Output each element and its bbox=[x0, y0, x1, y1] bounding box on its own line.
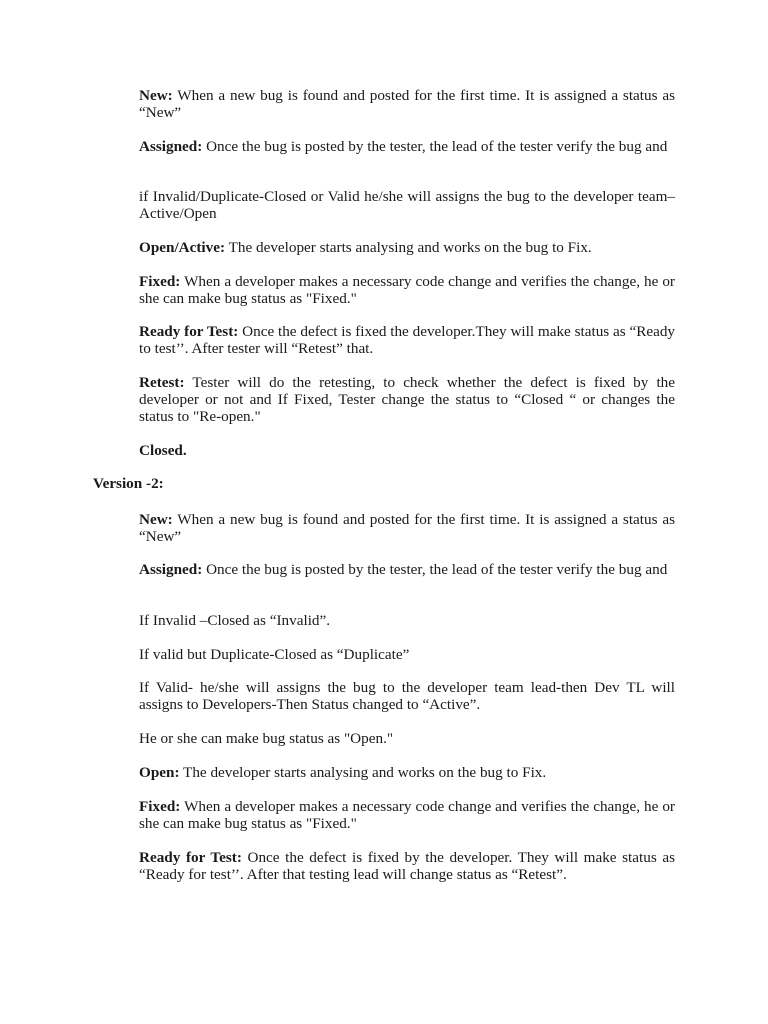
status-description: When a new bug is found and posted for the first time. It is assigned a status as “New” bbox=[139, 87, 675, 121]
paragraph-text: If valid but Duplicate-Closed as “Duplicate” bbox=[139, 646, 410, 663]
status-term: Open: bbox=[139, 764, 180, 781]
status-term: Retest: bbox=[139, 374, 185, 391]
status-term: Assigned: bbox=[139, 138, 203, 155]
status-description: When a new bug is found and posted for the first time. It is assigned a status as “New” bbox=[139, 511, 675, 545]
status-term: Closed. bbox=[139, 442, 187, 459]
status-ready-for-test-paragraph bbox=[139, 323, 675, 357]
v2-open-rule-paragraph bbox=[139, 730, 675, 747]
status-retest-paragraph bbox=[139, 374, 675, 425]
status-description: Once the bug is posted by the tester, the lead of the tester verify the bug and bbox=[202, 561, 668, 578]
status-term: Ready for Test: bbox=[139, 323, 239, 340]
status-description: The developer starts analysing and works on the bug to Fix. bbox=[225, 239, 592, 256]
status-term: Fixed: bbox=[139, 798, 181, 815]
status-assigned-paragraph bbox=[139, 138, 675, 155]
v2-status-fixed-paragraph bbox=[139, 798, 675, 832]
v2-status-open-paragraph bbox=[139, 764, 675, 781]
status-term: Open/Active: bbox=[139, 239, 226, 256]
paragraph-text: if Invalid/Duplicate-Closed or Valid he/she will assigns the bug to the developer team–Active/Open bbox=[139, 188, 675, 222]
version-heading: Version -2: bbox=[93, 475, 164, 492]
v2-status-ready-for-test-paragraph bbox=[139, 849, 675, 883]
status-description: When a developer makes a necessary code change and verifies the change, he or she can make bug status as "Fixed." bbox=[139, 798, 675, 832]
status-description: The developer starts analysing and works on the bug to Fix. bbox=[179, 764, 547, 781]
status-fixed-paragraph bbox=[139, 273, 675, 307]
status-description: Tester will do the retesting, to check whether the defect is fixed by the developer or not and If Fixed, Tester change the status to “Closed “ or changes the status to "Re-open." bbox=[139, 374, 675, 425]
paragraph-text: If Valid- he/she will assigns the bug to the developer team lead-then Dev TL will assigns to Developers-Then Status changed to “Active”. bbox=[139, 679, 675, 713]
paragraph-text: If Invalid –Closed as “Invalid”. bbox=[139, 612, 331, 629]
status-open-active-paragraph bbox=[139, 239, 675, 256]
status-closed-paragraph bbox=[139, 442, 675, 459]
v2-valid-rule-paragraph bbox=[139, 679, 675, 713]
v2-status-new-paragraph bbox=[139, 511, 675, 545]
status-term: New: bbox=[139, 511, 173, 528]
status-description: Once the bug is posted by the tester, the lead of the tester verify the bug and bbox=[202, 138, 668, 155]
v2-invalid-rule-paragraph bbox=[139, 612, 675, 629]
status-new-paragraph bbox=[139, 87, 675, 121]
status-description: Once the defect is fixed by the developer. They will make status as “Ready for test’’. After that testing lead will change status as “Retest”. bbox=[139, 849, 675, 883]
assignment-rule-paragraph bbox=[139, 188, 675, 222]
status-description: Once the defect is fixed the developer.They will make status as “Ready to test’’. After tester will “Retest” that. bbox=[139, 323, 676, 357]
status-term: Fixed: bbox=[139, 273, 181, 290]
status-term: Ready for Test: bbox=[139, 849, 242, 866]
v2-duplicate-rule-paragraph bbox=[139, 646, 675, 663]
paragraph-text: He or she can make bug status as "Open." bbox=[139, 730, 394, 747]
status-term: New: bbox=[139, 87, 173, 104]
status-description: When a developer makes a necessary code change and verifies the change, he or she can make bug status as "Fixed." bbox=[139, 273, 675, 307]
status-term: Assigned: bbox=[139, 561, 203, 578]
v2-status-assigned-paragraph bbox=[139, 561, 675, 578]
